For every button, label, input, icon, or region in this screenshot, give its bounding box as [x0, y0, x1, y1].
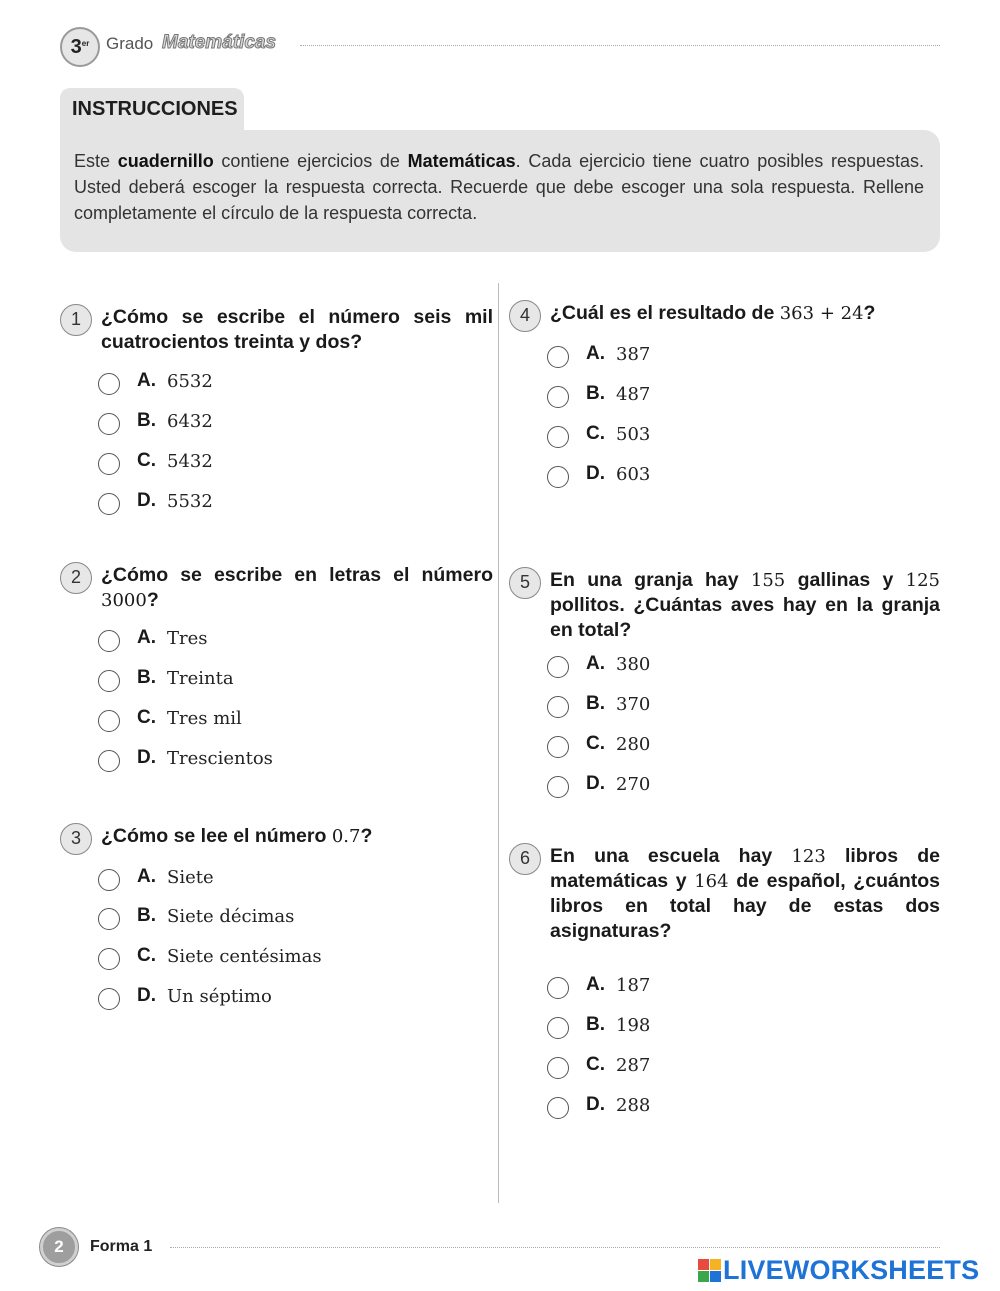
question-number-badge: 4	[509, 300, 541, 332]
liveworksheets-mark-icon	[698, 1259, 722, 1283]
option-letter: C.	[137, 707, 156, 728]
question-text	[550, 301, 940, 326]
option-value: Tres	[167, 628, 208, 649]
radio-circle[interactable]	[547, 386, 569, 408]
option-letter: B.	[137, 410, 156, 431]
grado-label: Grado	[106, 34, 154, 53]
option-value: 287	[616, 1055, 651, 1076]
option-value: 280	[616, 734, 651, 755]
option-letter: A.	[586, 653, 605, 674]
option-value: 487	[616, 384, 651, 405]
question-text-part: libros de matemáticas y	[550, 845, 940, 892]
option-value: 5532	[167, 491, 213, 512]
option-value: 503	[616, 424, 651, 445]
option-letter: C.	[586, 1054, 605, 1075]
option-value: 6432	[167, 411, 213, 432]
question-number-badge: 6	[509, 843, 541, 875]
radio-circle[interactable]	[547, 977, 569, 999]
radio-circle[interactable]	[547, 1097, 569, 1119]
question-5	[509, 567, 941, 807]
option-value: Siete décimas	[167, 906, 295, 927]
grade-number: 3	[70, 36, 82, 58]
option-letter: C.	[586, 733, 605, 754]
option-value: 187	[616, 975, 651, 996]
option-value: 380	[616, 654, 651, 675]
option-value: 198	[616, 1015, 651, 1036]
question-text-part: ¿Cómo se escribe en letras el número	[101, 564, 493, 586]
instructions-bold-booklet: cuadernillo	[117, 151, 214, 171]
question-number-value: 164	[694, 871, 729, 892]
option-letter: B.	[137, 667, 156, 688]
question-text	[101, 824, 493, 849]
radio-circle[interactable]	[98, 908, 120, 930]
question-text-part: gallinas y	[785, 569, 906, 591]
liveworksheets-logo	[698, 1255, 992, 1285]
radio-circle[interactable]	[98, 948, 120, 970]
option-value: 370	[616, 694, 651, 715]
instructions-box	[60, 130, 940, 252]
question-number-value: 363 + 24	[779, 303, 864, 324]
option-letter: A.	[586, 343, 605, 364]
radio-circle[interactable]	[547, 466, 569, 488]
column-divider	[498, 283, 499, 1203]
option-value: Treinta	[167, 668, 234, 689]
radio-circle[interactable]	[547, 696, 569, 718]
question-number-badge: 2	[60, 562, 92, 594]
radio-circle[interactable]	[547, 776, 569, 798]
option-letter: B.	[586, 383, 605, 404]
footer-divider	[170, 1247, 940, 1248]
radio-circle[interactable]	[547, 346, 569, 368]
question-number-badge: 5	[509, 567, 541, 599]
question-text	[550, 844, 940, 944]
instructions-text: . Cada ejercicio tiene cuatro posibles respuestas. Usted deberá escoger la respuesta correcta. Recuerde que debe escoger una sola respuesta. Rellene completamente el círculo de la respuesta correcta.	[74, 151, 925, 223]
question-6	[509, 843, 941, 1133]
radio-circle[interactable]	[547, 656, 569, 678]
question-text-part: ?	[146, 589, 159, 611]
option-value: Siete	[167, 867, 214, 888]
question-text	[550, 568, 940, 643]
question-text-part: ?	[863, 302, 876, 324]
question-number-badge: 3	[60, 823, 92, 855]
option-letter: D.	[137, 490, 156, 511]
question-3	[60, 823, 493, 1023]
question-1	[60, 304, 493, 524]
option-letter: A.	[586, 974, 605, 995]
grade-suffix: er	[81, 39, 90, 48]
option-value: 387	[616, 344, 651, 365]
radio-circle[interactable]	[98, 630, 120, 652]
radio-circle[interactable]	[547, 1017, 569, 1039]
radio-circle[interactable]	[547, 426, 569, 448]
question-number-badge: 1	[60, 304, 92, 336]
option-letter: A.	[137, 866, 156, 887]
radio-circle[interactable]	[98, 453, 120, 475]
option-value: 603	[616, 464, 651, 485]
instructions-text: contiene ejercicios de	[213, 151, 408, 171]
option-value: Tres mil	[167, 708, 242, 729]
subject-title: Matemáticas	[162, 32, 277, 53]
option-letter: D.	[586, 773, 605, 794]
question-number-value: 3000	[101, 590, 147, 611]
radio-circle[interactable]	[98, 869, 120, 891]
question-text-part: ?	[360, 825, 373, 847]
option-value: 6532	[167, 371, 213, 392]
question-2	[60, 562, 493, 782]
instructions-bold-subject: Matemáticas	[407, 151, 516, 171]
option-value: 270	[616, 774, 651, 795]
instructions-text: Este	[74, 151, 118, 171]
question-number-value: 125	[905, 570, 940, 591]
question-text-part: ¿Cuál es el resultado de	[550, 302, 780, 324]
option-value: 5432	[167, 451, 213, 472]
radio-circle[interactable]	[98, 710, 120, 732]
option-letter: B.	[137, 905, 156, 926]
radio-circle[interactable]	[98, 988, 120, 1010]
question-text-part: pollitos. ¿Cuántas aves hay en la granja en total?	[550, 594, 940, 641]
option-letter: D.	[137, 985, 156, 1006]
radio-circle[interactable]	[98, 373, 120, 395]
header-divider	[300, 45, 940, 46]
question-text: ¿Cómo se escribe el número seis mil cuatrocientos treinta y dos?	[101, 306, 493, 353]
option-letter: D.	[586, 1094, 605, 1115]
option-letter: D.	[137, 747, 156, 768]
option-letter: C.	[137, 450, 156, 471]
option-letter: A.	[137, 370, 156, 391]
page-number-badge: 2	[40, 1228, 78, 1266]
liveworksheets-brand: LIVEWORKSHEETS	[723, 1255, 980, 1285]
question-number-value: 155	[750, 570, 786, 591]
question-text-part: En una granja hay	[550, 569, 751, 591]
grade-badge	[60, 27, 100, 67]
option-value: Trescientos	[167, 748, 273, 769]
radio-circle[interactable]	[98, 670, 120, 692]
question-text-part: ¿Cómo se lee el número	[101, 825, 332, 847]
option-value: Siete centésimas	[167, 946, 322, 967]
question-text	[101, 563, 493, 613]
option-value: Un séptimo	[167, 986, 272, 1007]
question-text-part: de español, ¿cuántos libros en total hay de estas dos asignaturas?	[550, 870, 940, 942]
option-letter: C.	[137, 945, 156, 966]
option-letter: C.	[586, 423, 605, 444]
radio-circle[interactable]	[547, 736, 569, 758]
option-letter: D.	[586, 463, 605, 484]
instructions-title: INSTRUCCIONES	[60, 88, 244, 134]
radio-circle[interactable]	[547, 1057, 569, 1079]
radio-circle[interactable]	[98, 750, 120, 772]
question-text-part: En una escuela hay	[550, 845, 792, 867]
radio-circle[interactable]	[98, 413, 120, 435]
question-number-value: 123	[791, 846, 826, 867]
question-4	[509, 300, 941, 500]
radio-circle[interactable]	[98, 493, 120, 515]
option-letter: A.	[137, 627, 156, 648]
question-number-value: 0.7	[331, 826, 361, 847]
option-letter: B.	[586, 1014, 605, 1035]
option-value: 288	[616, 1095, 651, 1116]
option-letter: B.	[586, 693, 605, 714]
form-label: Forma 1	[90, 1238, 153, 1255]
